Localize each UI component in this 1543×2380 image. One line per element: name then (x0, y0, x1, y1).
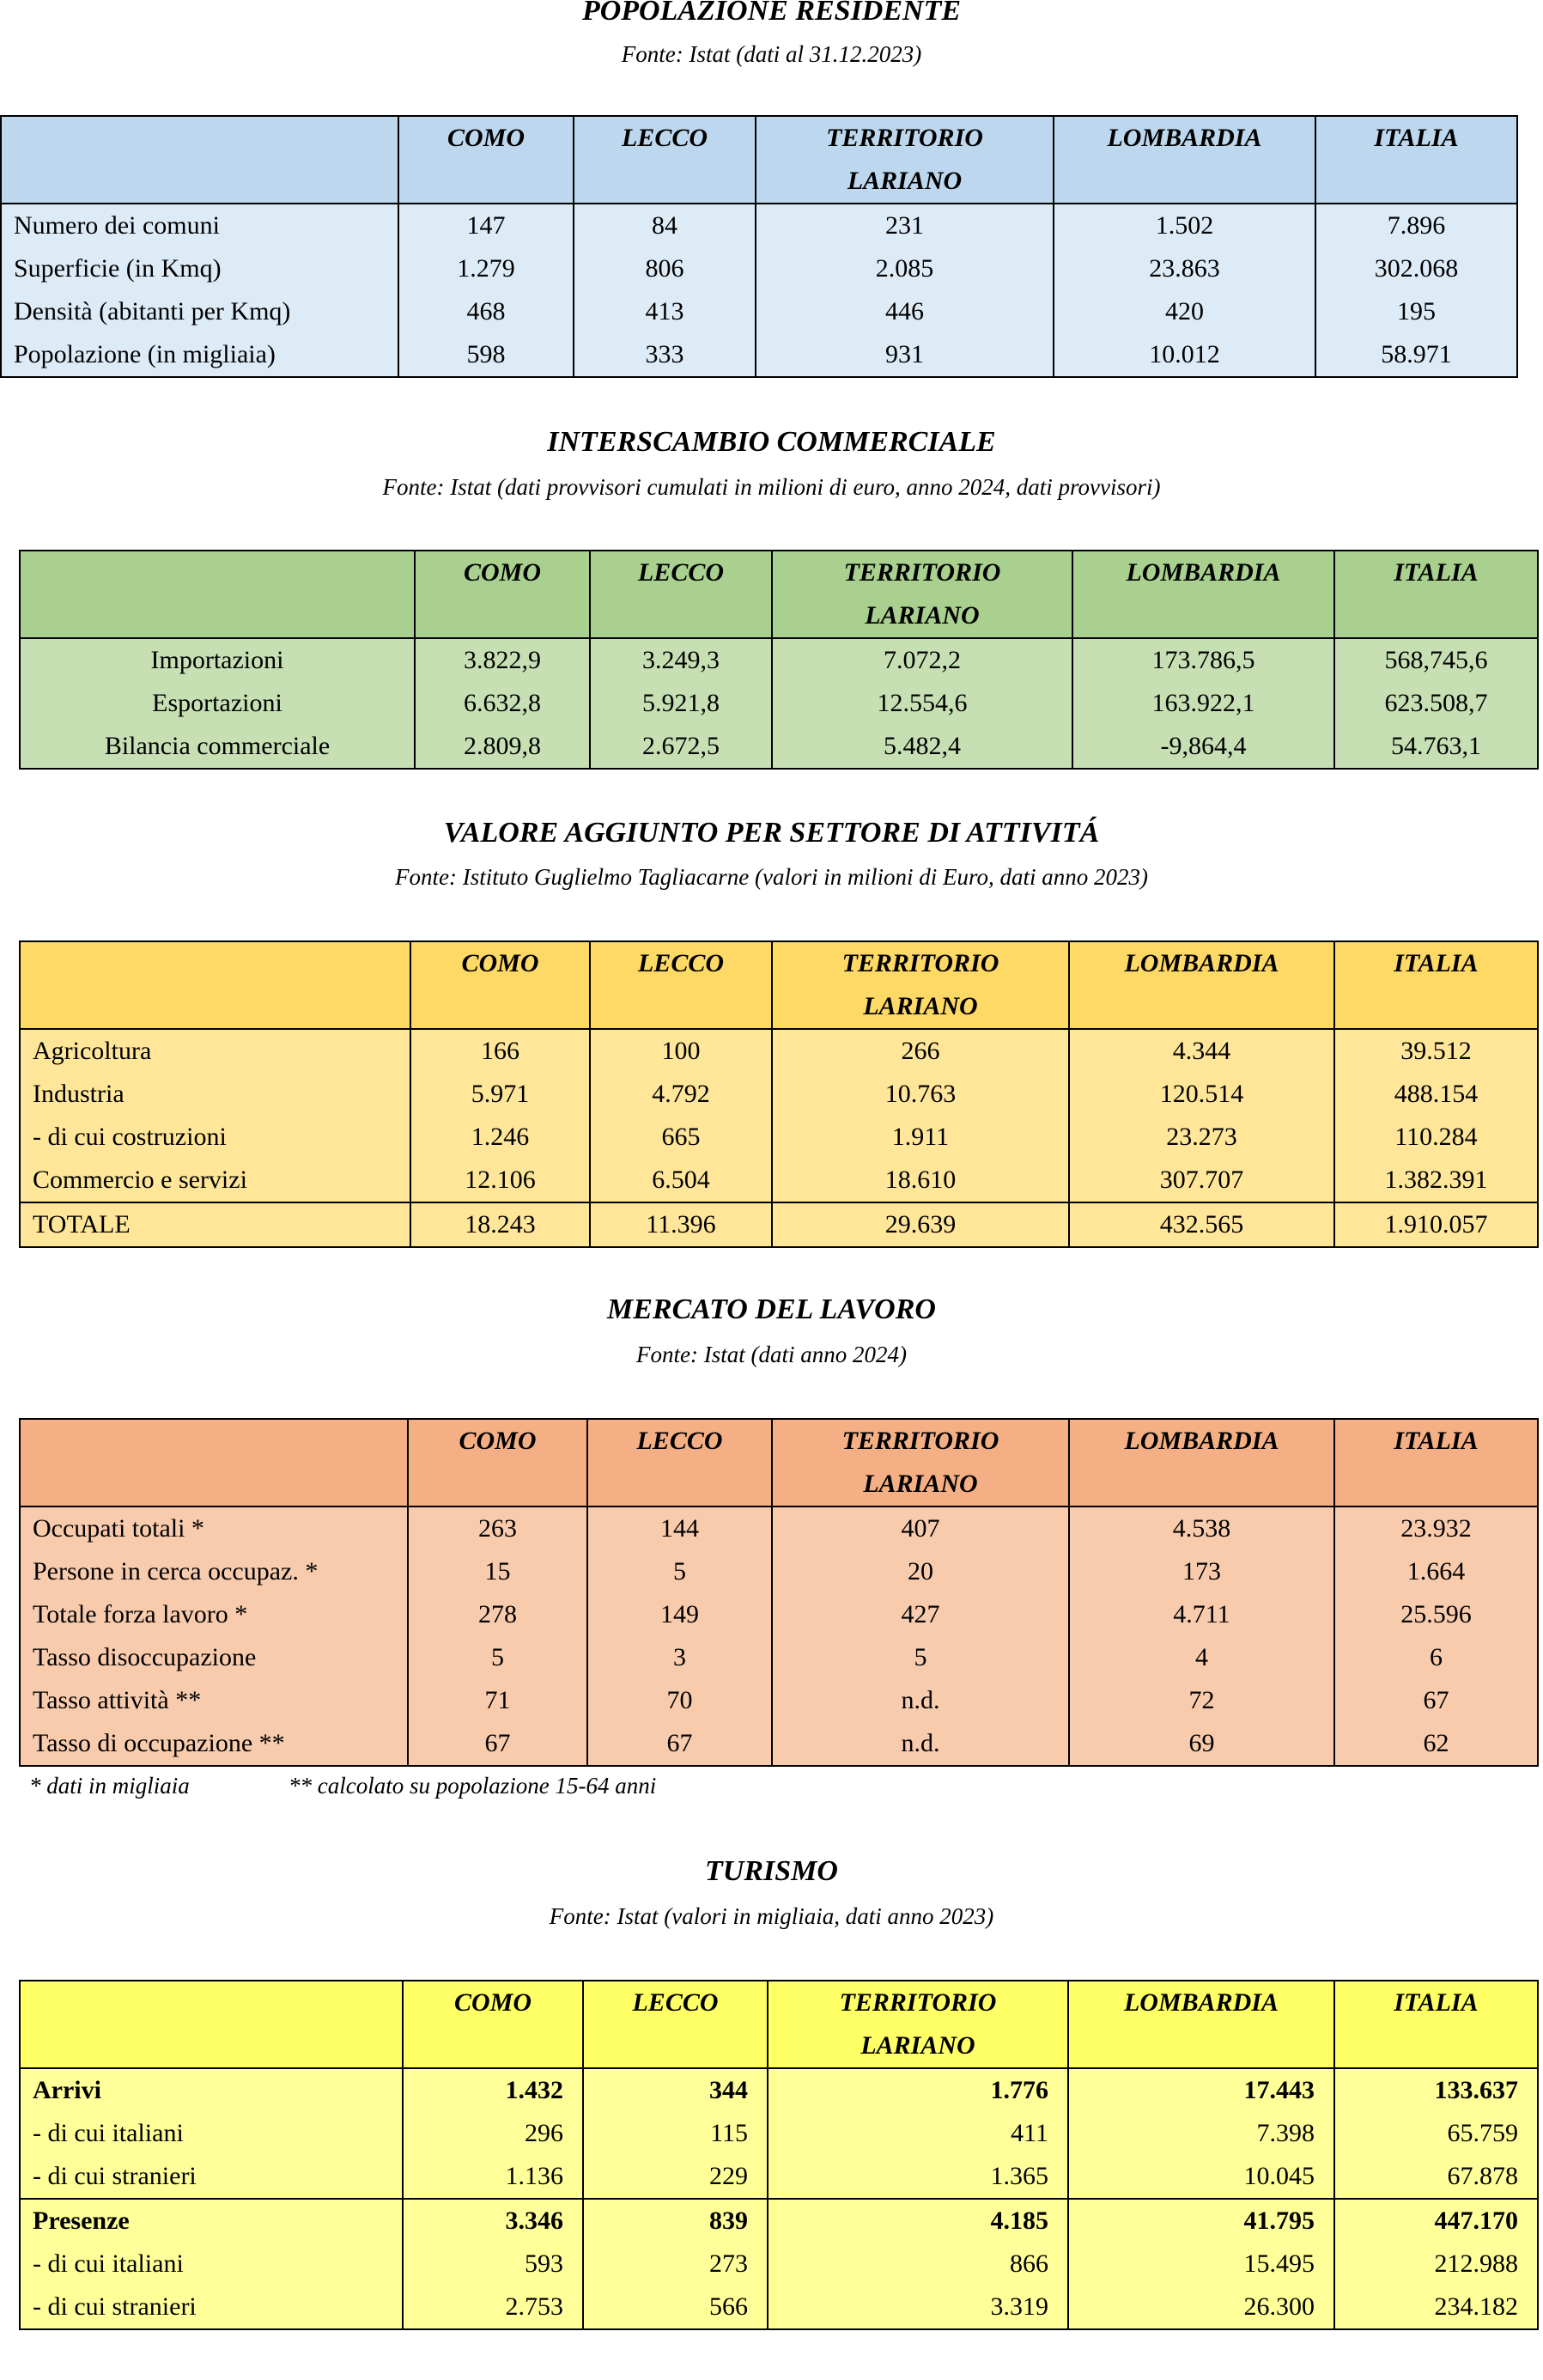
row-label: Commercio e servizi (20, 1159, 410, 1202)
table-header-row (1, 116, 1517, 204)
cell: 7.896 (1315, 204, 1517, 247)
header-como: COMO (403, 1981, 583, 2068)
table-row (20, 1722, 1538, 1766)
cell: 65.759 (1334, 2112, 1538, 2155)
cell: 100 (590, 1029, 772, 1073)
cell: 5 (408, 1636, 587, 1679)
cell: 18.243 (410, 1202, 590, 1247)
interscambio-table (19, 550, 1539, 770)
cell: 3.346 (403, 2199, 583, 2243)
header-blank (20, 1419, 408, 1507)
header-como: COMO (398, 116, 574, 204)
mercato-lavoro-title: MERCATO DEL LAVORO (607, 1293, 936, 1325)
row-label: - di cui stranieri (20, 2155, 403, 2199)
cell: 10.012 (1054, 333, 1315, 377)
cell: 67 (1334, 1679, 1538, 1722)
row-label: Importazioni (20, 638, 415, 682)
cell: 23.932 (1334, 1507, 1538, 1550)
cell: 4.344 (1069, 1029, 1334, 1073)
cell: 839 (583, 2199, 768, 2243)
table-row (20, 2286, 1538, 2329)
cell: 566 (583, 2286, 768, 2329)
cell: 2.753 (403, 2286, 583, 2329)
cell: 10.045 (1068, 2155, 1334, 2199)
cell: 296 (403, 2112, 583, 2155)
table-row (20, 1636, 1538, 1679)
table-row (20, 2068, 1538, 2112)
cell: 67 (408, 1722, 587, 1766)
table-row (20, 1679, 1538, 1722)
table-row (20, 1073, 1538, 1116)
row-label: Tasso disoccupazione (20, 1636, 408, 1679)
row-label: TOTALE (20, 1202, 410, 1247)
cell: 568,745,6 (1334, 638, 1538, 682)
row-label: Popolazione (in migliaia) (1, 333, 398, 377)
header-italia: ITALIA (1334, 1419, 1538, 1507)
cell: 133.637 (1334, 2068, 1538, 2112)
header-como: COMO (408, 1419, 587, 1507)
popolazione-table (0, 115, 1518, 378)
valore-aggiunto-source: Fonte: Istituto Guglielmo Tagliacarne (valori in milioni di Euro, dati anno 2023) (395, 864, 1148, 890)
cell: 1.432 (403, 2068, 583, 2112)
header-como: COMO (410, 941, 590, 1029)
row-label: Arrivi (20, 2068, 403, 2112)
cell: 7.398 (1068, 2112, 1334, 2155)
cell: 4.185 (768, 2199, 1068, 2243)
cell: 1.136 (403, 2155, 583, 2199)
cell: 166 (410, 1029, 590, 1073)
cell: 6.632,8 (415, 682, 590, 725)
header-como: COMO (415, 551, 590, 638)
row-label: Densità (abitanti per Kmq) (1, 290, 398, 333)
valore-aggiunto-table (19, 940, 1539, 1248)
cell: 70 (587, 1679, 772, 1722)
header-territorio: TERRITORIO LARIANO (772, 1419, 1069, 1507)
cell: 5.971 (410, 1073, 590, 1116)
row-label: Numero dei comuni (1, 204, 398, 247)
mercato-lavoro-source: Fonte: Istat (dati anno 2024) (636, 1342, 907, 1367)
cell: 23.273 (1069, 1116, 1334, 1159)
cell: 84 (574, 204, 756, 247)
row-label: Presenze (20, 2199, 403, 2243)
cell: 420 (1054, 290, 1315, 333)
table-row (1, 290, 1517, 333)
table-row (20, 725, 1538, 769)
cell: 307.707 (1069, 1159, 1334, 1202)
header-italia: ITALIA (1334, 551, 1538, 638)
cell: 3 (587, 1636, 772, 1679)
cell: 413 (574, 290, 756, 333)
row-label: - di cui costruzioni (20, 1116, 410, 1159)
cell: 20 (772, 1550, 1069, 1593)
cell: 195 (1315, 290, 1517, 333)
cell: n.d. (772, 1722, 1069, 1766)
cell: 665 (590, 1116, 772, 1159)
turismo-table (19, 1980, 1539, 2330)
cell: 58.971 (1315, 333, 1517, 377)
cell: 4.538 (1069, 1507, 1334, 1550)
table-header-row (20, 1419, 1538, 1507)
row-label: Agricoltura (20, 1029, 410, 1073)
cell: 72 (1069, 1679, 1334, 1722)
cell: 149 (587, 1593, 772, 1636)
cell: 333 (574, 333, 756, 377)
cell: 1.365 (768, 2155, 1068, 2199)
row-label: Industria (20, 1073, 410, 1116)
cell: 25.596 (1334, 1593, 1538, 1636)
table-row (20, 2199, 1538, 2243)
row-label: Bilancia commerciale (20, 725, 415, 769)
cell: 234.182 (1334, 2286, 1538, 2329)
cell: 67 (587, 1722, 772, 1766)
cell: 2.809,8 (415, 725, 590, 769)
row-label: - di cui stranieri (20, 2286, 403, 2329)
header-territorio: TERRITORIO LARIANO (772, 941, 1069, 1029)
row-label: - di cui italiani (20, 2112, 403, 2155)
cell: 4.792 (590, 1073, 772, 1116)
cell: 411 (768, 2112, 1068, 2155)
cell: 273 (583, 2243, 768, 2286)
table-row (1, 333, 1517, 377)
cell: 931 (756, 333, 1054, 377)
cell: 18.610 (772, 1159, 1069, 1202)
table-row (20, 682, 1538, 725)
cell: 4.711 (1069, 1593, 1334, 1636)
cell: 69 (1069, 1722, 1334, 1766)
mercato-lavoro-table (19, 1418, 1539, 1767)
popolazione-title: POPOLAZIONE RESIDENTE (581, 0, 962, 27)
cell: 447.170 (1334, 2199, 1538, 2243)
cell: 147 (398, 204, 574, 247)
header-blank (20, 941, 410, 1029)
table-header-row (20, 551, 1538, 638)
cell: 163.922,1 (1072, 682, 1334, 725)
cell: 5 (772, 1636, 1069, 1679)
interscambio-source: Fonte: Istat (dati provvisori cumulati in milioni di euro, anno 2024, dati provvisori) (382, 474, 1161, 500)
cell: 278 (408, 1593, 587, 1636)
row-label: Superficie (in Kmq) (1, 247, 398, 290)
header-territorio: TERRITORIO LARIANO (772, 551, 1072, 638)
cell: 3.822,9 (415, 638, 590, 682)
table-row (20, 1029, 1538, 1073)
row-label: Totale forza lavoro * (20, 1593, 408, 1636)
row-label: Occupati totali * (20, 1507, 408, 1550)
table-row (20, 2112, 1538, 2155)
cell: 432.565 (1069, 1202, 1334, 1247)
header-lecco: LECCO (574, 116, 756, 204)
header-blank (20, 551, 415, 638)
table-row (20, 1593, 1538, 1636)
cell: 1.776 (768, 2068, 1068, 2112)
table-row (20, 1159, 1538, 1202)
cell: 407 (772, 1507, 1069, 1550)
cell: 623.508,7 (1334, 682, 1538, 725)
cell: 1.910.057 (1334, 1202, 1538, 1247)
row-label: Tasso attività ** (20, 1679, 408, 1722)
turismo-title: TURISMO (705, 1855, 838, 1887)
table-header-row (20, 941, 1538, 1029)
valore-aggiunto-title: VALORE AGGIUNTO PER SETTORE DI ATTIVITÁ (443, 817, 1100, 849)
cell: 62 (1334, 1722, 1538, 1766)
header-lecco: LECCO (590, 941, 772, 1029)
cell: 2.085 (756, 247, 1054, 290)
header-lombardia: LOMBARDIA (1068, 1981, 1334, 2068)
cell: 344 (583, 2068, 768, 2112)
header-blank (20, 1981, 403, 2068)
cell: 6.504 (590, 1159, 772, 1202)
cell: 6 (1334, 1636, 1538, 1679)
table-row (20, 1507, 1538, 1550)
cell: 446 (756, 290, 1054, 333)
cell: 67.878 (1334, 2155, 1538, 2199)
cell: 17.443 (1068, 2068, 1334, 2112)
cell: 173 (1069, 1550, 1334, 1593)
cell: -9,864,4 (1072, 725, 1334, 769)
cell: 10.763 (772, 1073, 1069, 1116)
header-territorio: TERRITORIO LARIANO (768, 1981, 1068, 2068)
cell: 231 (756, 204, 1054, 247)
cell: 5.482,4 (772, 725, 1072, 769)
table-row (20, 1550, 1538, 1593)
footnote-migliaia: * dati in migliaia (29, 1773, 190, 1799)
table-row (20, 638, 1538, 682)
cell: 1.382.391 (1334, 1159, 1538, 1202)
cell: 144 (587, 1507, 772, 1550)
cell: 173.786,5 (1072, 638, 1334, 682)
cell: 229 (583, 2155, 768, 2199)
table-row (1, 247, 1517, 290)
header-lombardia: LOMBARDIA (1069, 941, 1334, 1029)
cell: 1.502 (1054, 204, 1315, 247)
cell: 468 (398, 290, 574, 333)
cell: 1.664 (1334, 1550, 1538, 1593)
cell: 263 (408, 1507, 587, 1550)
cell: 593 (403, 2243, 583, 2286)
cell: 39.512 (1334, 1029, 1538, 1073)
cell: 41.795 (1068, 2199, 1334, 2243)
cell: 15 (408, 1550, 587, 1593)
popolazione-source: Fonte: Istat (dati al 31.12.2023) (621, 41, 922, 67)
header-territorio: TERRITORIO LARIANO (756, 116, 1054, 204)
cell: 3.319 (768, 2286, 1068, 2329)
row-label: Tasso di occupazione ** (20, 1722, 408, 1766)
header-lombardia: LOMBARDIA (1069, 1419, 1334, 1507)
cell: 15.495 (1068, 2243, 1334, 2286)
header-lecco: LECCO (583, 1981, 768, 2068)
table-row (20, 2155, 1538, 2199)
total-row (20, 1202, 1538, 1247)
cell: 866 (768, 2243, 1068, 2286)
interscambio-title: INTERSCAMBIO COMMERCIALE (547, 426, 996, 458)
cell: 71 (408, 1679, 587, 1722)
cell: 5 (587, 1550, 772, 1593)
cell: 12.554,6 (772, 682, 1072, 725)
cell: 212.988 (1334, 2243, 1538, 2286)
turismo-source: Fonte: Istat (valori in migliaia, dati anno 2023) (549, 1903, 994, 1929)
cell: 427 (772, 1593, 1069, 1636)
cell: n.d. (772, 1679, 1069, 1722)
table-header-row (20, 1981, 1538, 2068)
row-label: Esportazioni (20, 682, 415, 725)
cell: 266 (772, 1029, 1069, 1073)
cell: 1.279 (398, 247, 574, 290)
cell: 26.300 (1068, 2286, 1334, 2329)
table-row (20, 2243, 1538, 2286)
table-row (1, 204, 1517, 247)
row-label: - di cui italiani (20, 2243, 403, 2286)
cell: 1.246 (410, 1116, 590, 1159)
cell: 115 (583, 2112, 768, 2155)
cell: 11.396 (590, 1202, 772, 1247)
cell: 302.068 (1315, 247, 1517, 290)
header-lombardia: LOMBARDIA (1054, 116, 1315, 204)
cell: 29.639 (772, 1202, 1069, 1247)
header-blank (1, 116, 398, 204)
cell: 3.249,3 (590, 638, 772, 682)
header-italia: ITALIA (1315, 116, 1517, 204)
cell: 806 (574, 247, 756, 290)
header-lombardia: LOMBARDIA (1072, 551, 1334, 638)
cell: 120.514 (1069, 1073, 1334, 1116)
cell: 110.284 (1334, 1116, 1538, 1159)
header-lecco: LECCO (590, 551, 772, 638)
cell: 598 (398, 333, 574, 377)
cell: 7.072,2 (772, 638, 1072, 682)
header-italia: ITALIA (1334, 1981, 1538, 2068)
cell: 1.911 (772, 1116, 1069, 1159)
cell: 5.921,8 (590, 682, 772, 725)
table-row (20, 1116, 1538, 1159)
cell: 488.154 (1334, 1073, 1538, 1116)
cell: 23.863 (1054, 247, 1315, 290)
cell: 54.763,1 (1334, 725, 1538, 769)
cell: 12.106 (410, 1159, 590, 1202)
header-lecco: LECCO (587, 1419, 772, 1507)
row-label: Persone in cerca occupaz. * (20, 1550, 408, 1593)
cell: 2.672,5 (590, 725, 772, 769)
cell: 4 (1069, 1636, 1334, 1679)
header-italia: ITALIA (1334, 941, 1538, 1029)
footnote-popolazione: ** calcolato su popolazione 15-64 anni (289, 1773, 657, 1799)
